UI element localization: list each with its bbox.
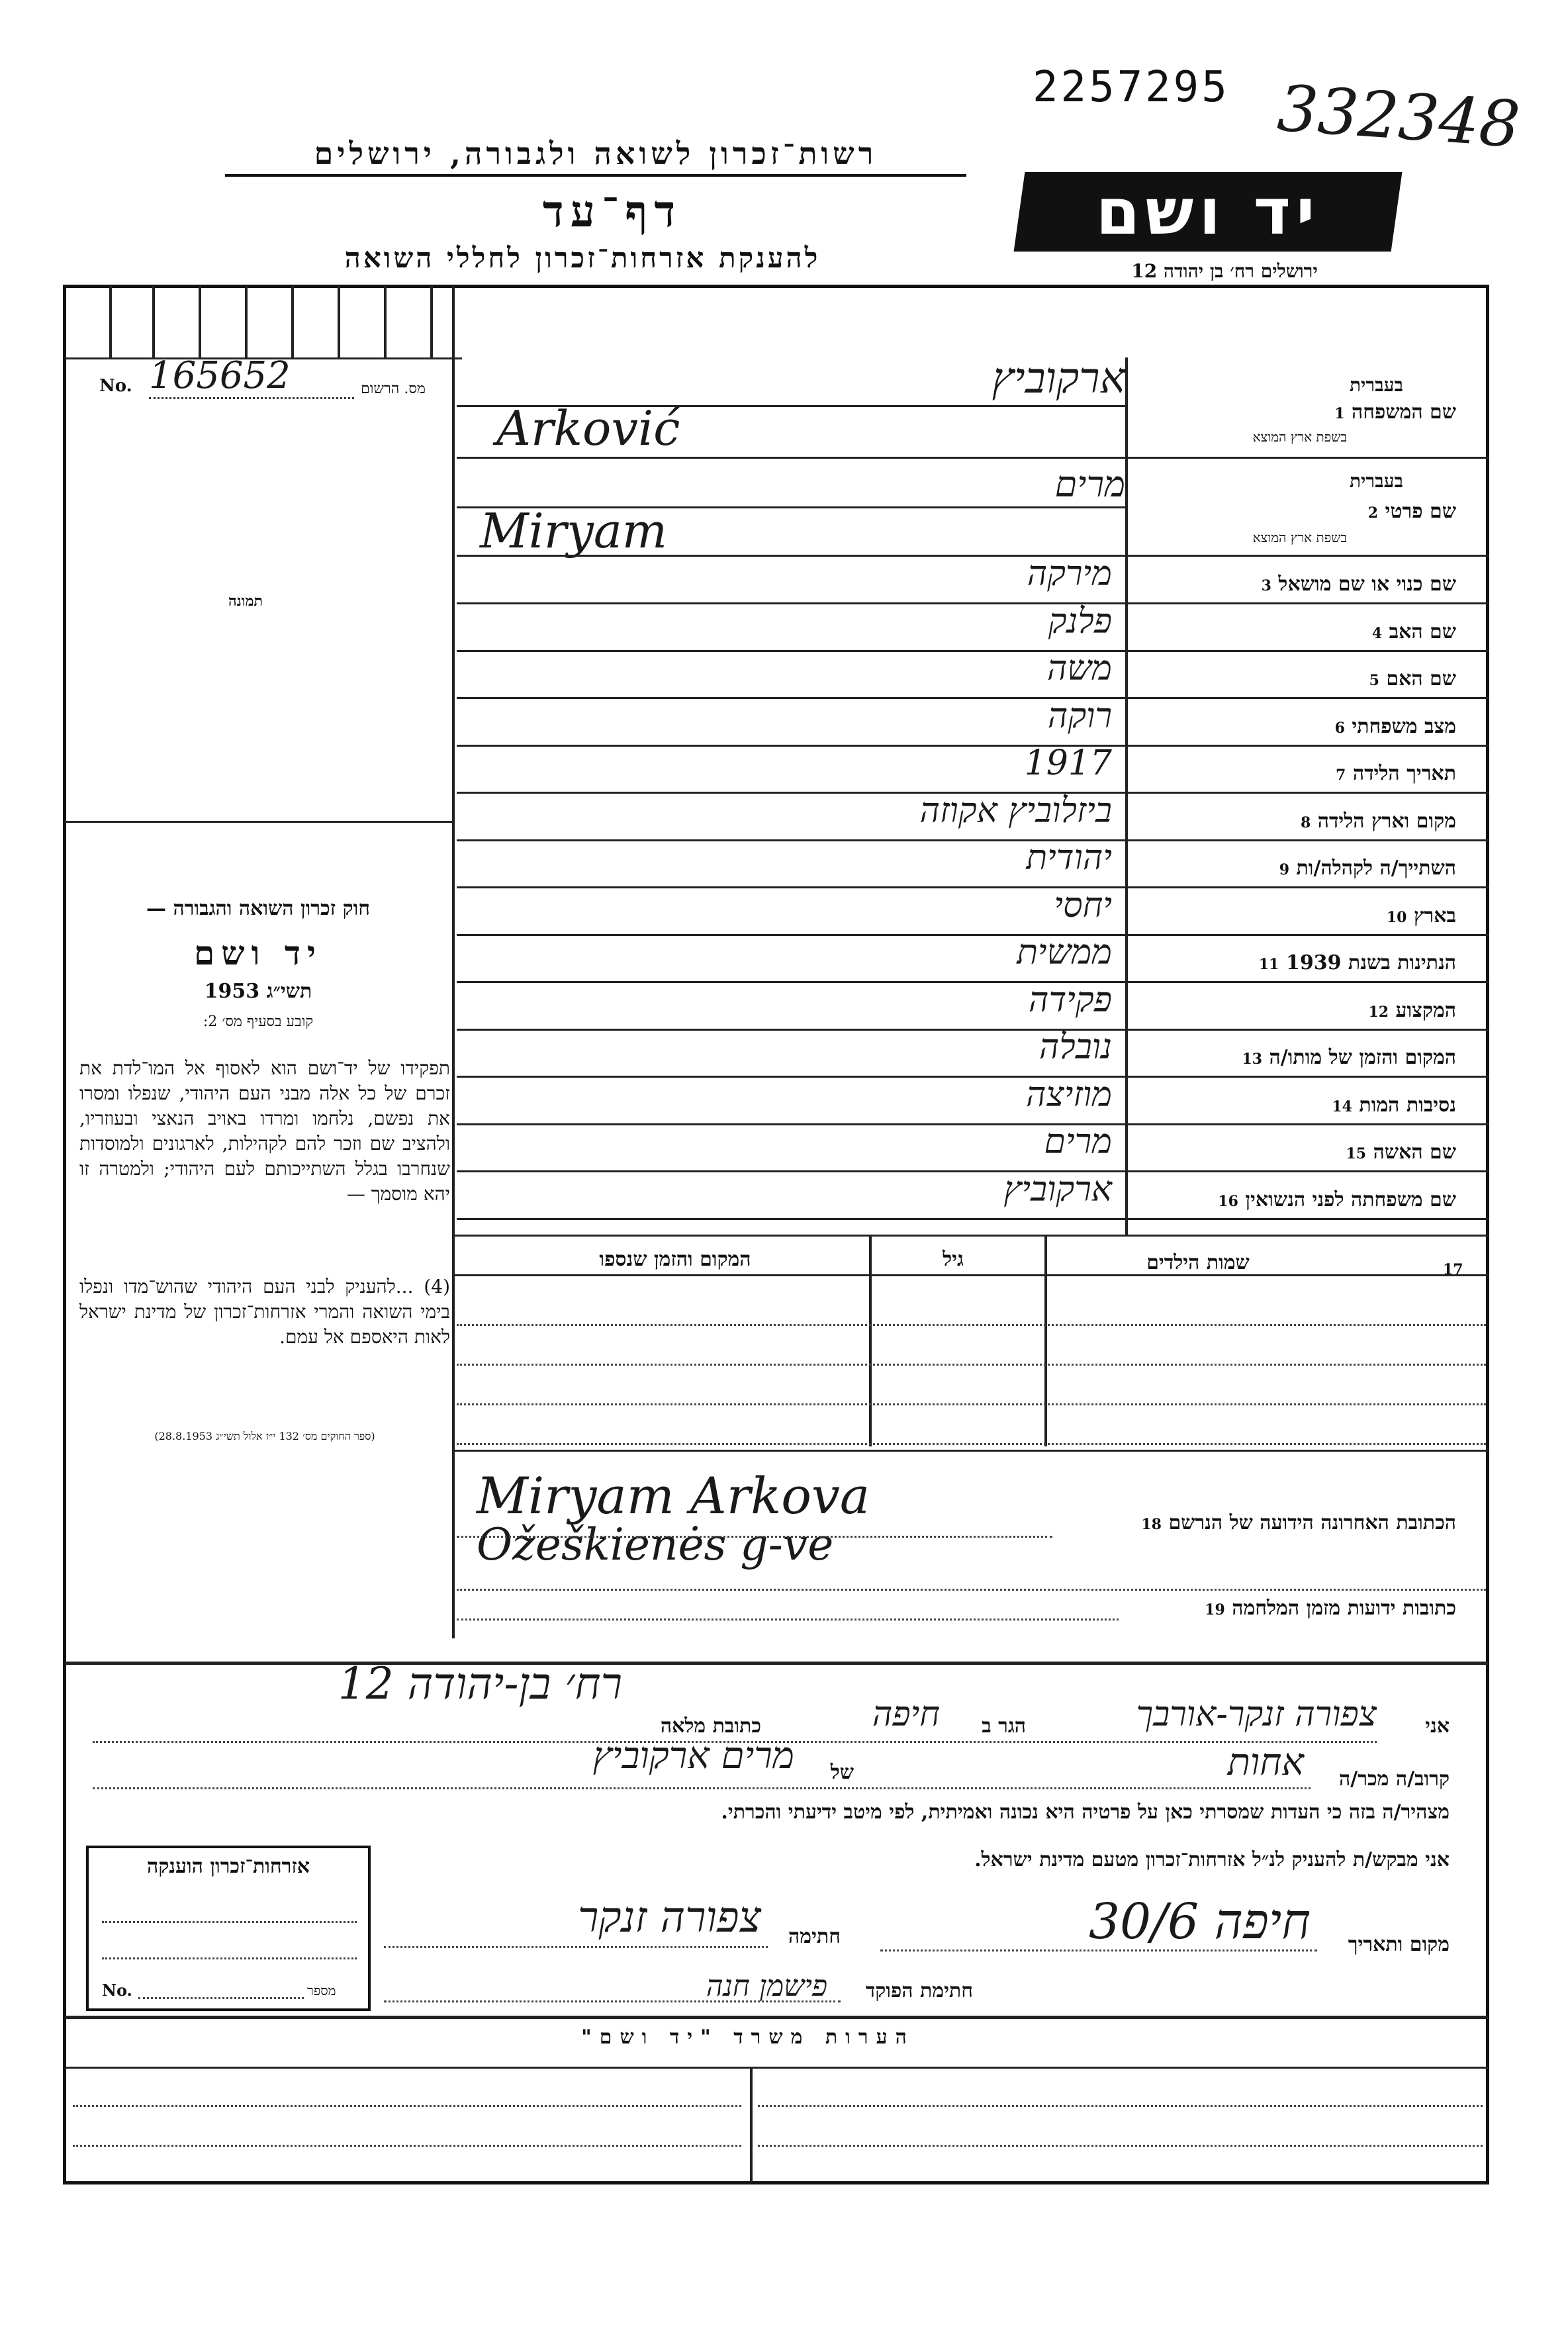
logo-text: יד ושם <box>1095 175 1320 249</box>
law-paragraph-1: תפקידו של יד־ושם הוא לאסוף אל המו־לדת את זכרם של כל אלה מבני העם היהודי, שנפלו ומסרו את נפשם, נלחמו ומרדו באויב הנאצי ובעוזריו, ולהציב שם וזכר להם לקהילות, לארגונים ולמוסדות שנחרבו בגלל השתייכותם לעם היהודי; ולמטרה זו יהא מוסמך — <box>79 1057 450 1205</box>
field-15-value: מרים <box>1044 1122 1112 1162</box>
field-2-label-text: שם פרטי <box>1385 500 1456 523</box>
decl-relative-label: קרוב/ה מכר/ה <box>1339 1767 1450 1791</box>
field-13-label-text: המקום והזמן של מותו/ה <box>1269 1046 1456 1069</box>
field-4-number: 4 <box>1371 625 1383 642</box>
field-5-label <box>1138 667 1456 690</box>
field-2-number: 2 <box>1367 504 1379 522</box>
decl-ani-label: אני <box>1425 1714 1450 1738</box>
field-11-number: 11 <box>1258 956 1279 973</box>
field-9-value: יהודית <box>1026 838 1112 878</box>
decl-address-value: רח׳ בן-יהודה 12 <box>338 1658 622 1709</box>
decl-relative-value: אחות <box>1227 1741 1304 1784</box>
photo-label: תמונה <box>228 592 263 610</box>
field-14-label-text: נסיבות המות <box>1359 1094 1456 1117</box>
field-18-label <box>1046 1511 1456 1534</box>
field-7-value: 1917 <box>1024 743 1112 783</box>
field-15-label-text: שם האשה <box>1373 1141 1456 1164</box>
field-2-tag-origin: בשפת ארץ המוצא <box>1252 530 1347 545</box>
field-16-number: 16 <box>1218 1193 1238 1210</box>
field-19-label-text: כתובות ידועות מזמן המלחמה <box>1232 1597 1456 1620</box>
field-8-number: 8 <box>1300 814 1311 831</box>
citizenship-mispar: מספר <box>307 1983 336 1998</box>
label-column-divider <box>1125 357 1128 1235</box>
field-19-label <box>1125 1597 1456 1620</box>
field-11-label-text: הנתינות בשנת 1939 <box>1285 951 1456 974</box>
field-12-label-text: המקצוע <box>1395 999 1456 1022</box>
field-10-value: יחסי <box>1054 886 1112 925</box>
field-9-number: 9 <box>1279 861 1290 878</box>
field-1-tag-hebrew: בעברית <box>1349 374 1403 396</box>
field-6-label-text: מצב משפחתי <box>1352 715 1456 738</box>
decl-place-date-label: מקום ותאריך <box>1348 1933 1450 1956</box>
field-3-label <box>1138 573 1456 596</box>
field-15-number: 15 <box>1346 1145 1367 1162</box>
office-notes-title: הערות משרד "יד ושם" <box>581 2026 915 2049</box>
field-11-value: ממשית <box>1017 933 1112 972</box>
children-col-names: שמות הילדים <box>1146 1251 1250 1274</box>
field-3-number: 3 <box>1261 577 1271 594</box>
field-8-value: ביזלוביץ אקוזה <box>919 791 1112 831</box>
field-14-value: מוזיצה <box>1026 1075 1112 1115</box>
children-col-age: גיל <box>943 1248 964 1271</box>
field-12-number: 12 <box>1368 1004 1389 1021</box>
field-9-label <box>1138 857 1456 880</box>
form-title: דף־עד <box>542 185 682 237</box>
children-col-place: המקום והזמן שנספו <box>599 1248 751 1271</box>
children-number: 17 <box>1443 1261 1463 1278</box>
field-1-label-text: שם המשפחה <box>1351 400 1456 424</box>
field-1-tag-origin: בשפת ארץ המוצא <box>1252 429 1347 445</box>
field-11-label <box>1138 951 1456 974</box>
field-9-label-text: השתייך/ה לקהלה/ות <box>1296 857 1456 880</box>
field-4-label-text: שם האב <box>1389 620 1456 643</box>
field-2-label <box>1178 500 1456 523</box>
law-name: יד ושם <box>194 933 322 972</box>
field-1-value-latin: Arković <box>496 400 680 456</box>
field-13-label <box>1138 1046 1456 1069</box>
field-1-value-hebrew: ארקוביץ <box>992 354 1125 403</box>
field-4-label <box>1138 620 1456 643</box>
field-3-value: מירקה <box>1027 554 1112 594</box>
field-5-number: 5 <box>1369 672 1379 689</box>
field-18-value-line-1: Miryam Arkova <box>477 1466 870 1525</box>
decl-official-value: פישמן חנה <box>706 1969 827 2003</box>
citizenship-title: אזרחות־זכרון הוענקה <box>146 1855 310 1878</box>
field-19-number: 19 <box>1205 1601 1225 1619</box>
field-18-label-text: הכתובת האחרונה הידועה של הנרשם <box>1168 1511 1456 1534</box>
decl-ani-value: צפורה זנקר-אורבך <box>1136 1695 1377 1734</box>
field-8-label-text: מקום וארץ הלידה <box>1317 810 1456 833</box>
office-notes-divider <box>750 2067 753 2183</box>
field-16-label <box>1138 1188 1456 1211</box>
decl-statement-2: אני מבקש/ת להעניק לנ״ל אזרחות־זכרון מטעם מדינת ישראל. <box>974 1848 1450 1871</box>
field-15-label <box>1138 1141 1456 1164</box>
field-10-label-text: בארץ <box>1413 904 1456 927</box>
field-6-value: רוקה <box>1047 696 1112 736</box>
field-4-value: פלנק <box>1048 602 1112 641</box>
field-14-label <box>1138 1094 1456 1117</box>
field-13-number: 13 <box>1242 1051 1263 1068</box>
field-14-number: 14 <box>1332 1098 1352 1115</box>
field-5-value: משה <box>1046 649 1112 688</box>
law-paragraph-2: (4) ...להעניק לבני העם היהודי שהוש־מדו ונפלו בימי השואה והמרי אזרחות־זכרון של מדינת ישראל לאות היאספם אל עמם. <box>79 1276 450 1348</box>
decl-of-label: של <box>830 1761 854 1784</box>
law-year: תשי״ג 1953 <box>204 980 312 1003</box>
form-subtitle: להענקת אזרחות־זכרון לחללי השואה <box>344 242 821 274</box>
doc-number: 2257295 <box>1033 63 1230 112</box>
decl-place-date-value: חיפה 30/6 <box>1088 1893 1311 1950</box>
decl-statement-1: מצהיר/ה בזה כי העדות שמסרתי כאן על פרטיה היא נכונה ואמיתית, לפי מיטב ידיעתי והכרתי. <box>721 1801 1450 1824</box>
field-1-label <box>1178 400 1456 424</box>
decl-of-value: מרים ארקוביץ <box>592 1734 794 1777</box>
logo <box>1014 172 1403 252</box>
field-5-label-text: שם האם <box>1386 667 1456 690</box>
field-7-label <box>1138 762 1456 785</box>
field-18-number: 18 <box>1141 1516 1162 1533</box>
field-7-number: 7 <box>1336 767 1346 784</box>
left-column-divider <box>452 357 455 1638</box>
decl-gar-label: הגר ב <box>982 1714 1026 1738</box>
field-12-value: פקידה <box>1028 980 1112 1020</box>
field-18-value-line-2: Ožeškienės g-ve <box>477 1519 834 1570</box>
field-16-value: ארקוביץ <box>1003 1170 1112 1209</box>
handwritten-number: 332348 <box>1275 71 1522 162</box>
office-notes-top <box>65 2016 1488 2019</box>
field-2-tag-hebrew: בעברית <box>1349 470 1403 492</box>
field-10-number: 10 <box>1386 909 1407 926</box>
decl-gar-value: חיפה <box>872 1695 940 1734</box>
field-10-label <box>1138 904 1456 927</box>
field-2-value-hebrew: מרים <box>1054 463 1125 505</box>
field-7-label-text: תאריך הלידה <box>1352 762 1456 785</box>
children-col-divider-1 <box>1044 1235 1047 1446</box>
registration-no-label-he: מס. הרשום <box>361 381 426 397</box>
field-2-value-latin: Miryam <box>480 503 668 559</box>
field-16-label-text: שם משפחתה לפני הנשואין <box>1245 1188 1456 1211</box>
law-title: חוק זכרון השואה והגבורה — <box>146 897 370 920</box>
decl-signature-label: חתימה <box>788 1925 841 1948</box>
decl-official-label: חתימת הפוקד <box>865 1979 973 2002</box>
law-source: (ספר החוקים מס׳ 132 י״ז אלול תשי״ג 28.8.1953) <box>154 1430 375 1442</box>
registration-no-label: No. <box>99 376 132 396</box>
field-3-label-text: שם כנוי או שם מושאל <box>1278 573 1456 596</box>
logo-address: ירושלים רח׳ בן יהודה 12 <box>1131 260 1318 282</box>
decl-address-label: כתובת מלאה <box>660 1714 761 1738</box>
photo-bottom <box>65 821 452 823</box>
law-clause: קובע בסעיף מס׳ 2: <box>203 1013 314 1030</box>
registration-no-value: 165652 <box>149 354 354 399</box>
children-table-top <box>452 1235 1489 1237</box>
field-8-label <box>1138 810 1456 833</box>
field-6-label <box>1138 715 1456 738</box>
field-1-number: 1 <box>1334 405 1345 422</box>
citizenship-box <box>86 1846 371 2011</box>
field-13-value: נובלה <box>1038 1027 1112 1067</box>
field-12-label <box>1138 999 1456 1022</box>
org-title: רשות־זכרון לשואה ולגבורה, ירושלים <box>225 136 966 177</box>
field-6-number: 6 <box>1334 720 1345 737</box>
children-col-divider-2 <box>869 1235 872 1446</box>
citizenship-no: No. <box>102 1981 132 2000</box>
decl-signature-value: צפורה זנקר <box>577 1893 761 1942</box>
